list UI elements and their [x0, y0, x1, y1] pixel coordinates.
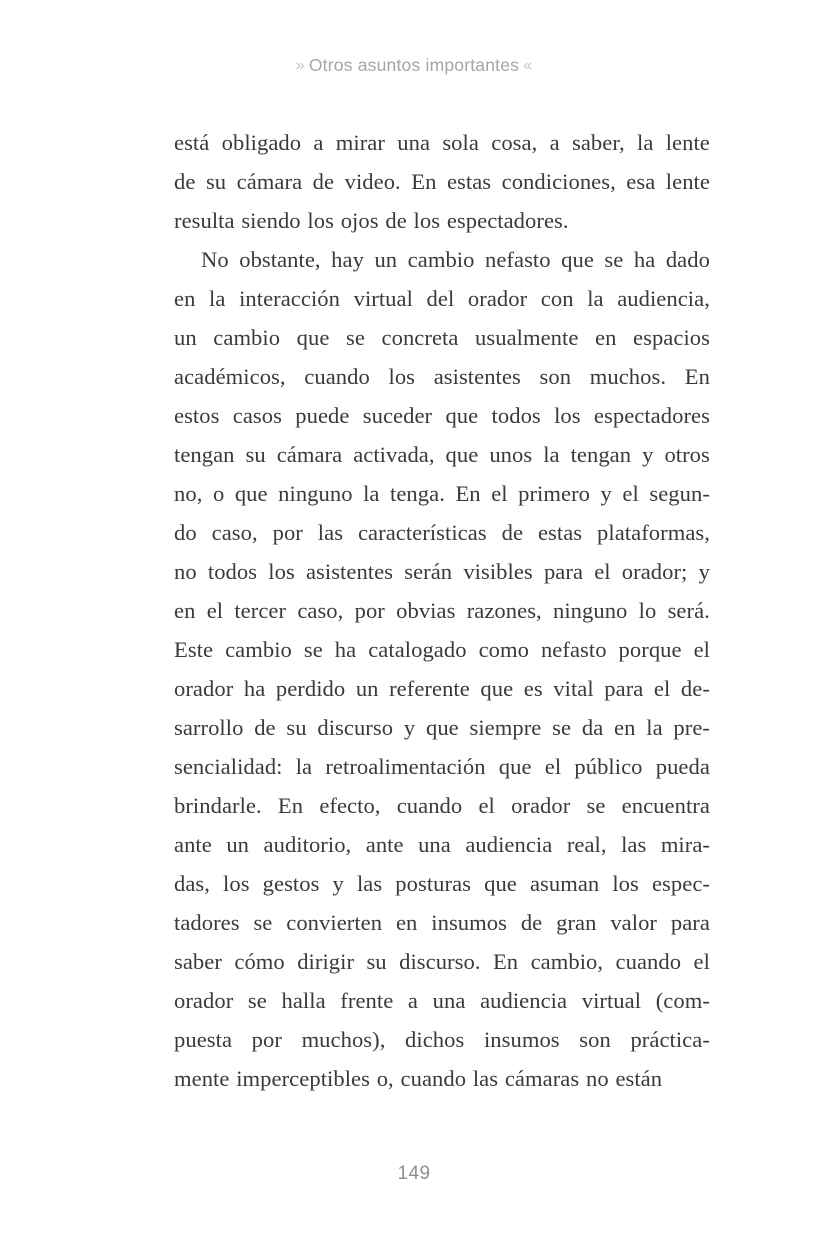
word: obstante,	[239, 247, 321, 272]
word: segun-	[649, 481, 710, 506]
word: y	[600, 481, 612, 506]
word: nefasto	[485, 247, 551, 272]
word: tercer	[234, 598, 287, 623]
word: ojos	[340, 208, 379, 233]
running-header-title: Otros asuntos importantes	[308, 55, 520, 75]
word: un	[226, 832, 250, 857]
word: en	[174, 286, 196, 311]
text-line	[174, 949, 710, 988]
text-line	[174, 988, 710, 1027]
word: ha	[334, 637, 357, 662]
word: activada,	[353, 442, 435, 467]
word: asistentes	[305, 559, 394, 584]
word: de	[385, 208, 407, 233]
word: o	[212, 481, 225, 506]
word: efecto,	[319, 793, 381, 818]
running-header	[0, 55, 828, 76]
word: posturas	[395, 871, 472, 896]
word: pueda	[655, 754, 710, 779]
word: y	[332, 871, 344, 896]
word: se	[586, 793, 606, 818]
text-line	[174, 169, 710, 208]
word: cambio,	[530, 949, 604, 974]
word: obvias	[396, 598, 456, 623]
word: a	[407, 988, 419, 1013]
word: cuando	[396, 793, 463, 818]
text-line	[174, 871, 710, 910]
word: los	[612, 871, 639, 896]
word: esa	[626, 169, 656, 194]
word: el	[491, 481, 508, 506]
word: las	[472, 1066, 499, 1091]
word: estos	[174, 403, 220, 428]
word: los	[223, 871, 250, 896]
word: usualmente	[475, 325, 579, 350]
paragraph	[174, 247, 710, 1105]
word: En	[411, 169, 437, 194]
body-text-column	[174, 130, 710, 1105]
word: estas	[446, 169, 492, 194]
word: siempre	[469, 715, 542, 740]
word: sola	[442, 130, 479, 155]
word: que	[561, 247, 594, 272]
word: en	[614, 715, 636, 740]
word: hay	[331, 247, 364, 272]
word: su	[366, 949, 387, 974]
word: da	[581, 715, 604, 740]
text-line	[174, 403, 710, 442]
word: video.	[344, 169, 401, 194]
word: puede	[295, 403, 350, 428]
word: En	[455, 481, 481, 506]
word: concreta	[381, 325, 459, 350]
word: (com-	[655, 988, 710, 1013]
text-line	[174, 1066, 710, 1105]
word: cambio	[225, 637, 292, 662]
word: vital	[553, 676, 594, 701]
word: se	[346, 325, 365, 350]
word: se	[303, 637, 323, 662]
word: En	[492, 949, 519, 974]
word: dado	[665, 247, 710, 272]
word: no,	[174, 481, 203, 506]
word: mirar	[335, 130, 385, 155]
word: catalogado	[368, 637, 467, 662]
word: audiencia,	[617, 286, 710, 311]
word: visibles	[463, 559, 533, 584]
word: cosa,	[491, 130, 538, 155]
word: caso,	[211, 520, 258, 545]
word: ha	[243, 676, 266, 701]
word: orador;	[621, 559, 688, 584]
word: dirigir	[297, 949, 355, 974]
word: pre-	[673, 715, 710, 740]
word: cámara	[276, 442, 343, 467]
word: su	[286, 715, 307, 740]
word: las	[356, 871, 383, 896]
word: los	[554, 403, 581, 428]
word: discurso.	[399, 949, 481, 974]
word: la	[209, 286, 226, 311]
word: la	[646, 715, 663, 740]
word: el	[206, 598, 224, 623]
word: estas	[537, 520, 583, 545]
word: discurso	[317, 715, 394, 740]
word: se	[552, 715, 572, 740]
open-guillemet-icon: »	[295, 57, 305, 74]
word: por	[251, 1027, 282, 1052]
word: para	[604, 676, 644, 701]
word: se	[253, 910, 273, 935]
word: la	[363, 481, 380, 506]
word: condiciones,	[501, 169, 616, 194]
word: audiencia	[480, 988, 568, 1013]
word: su	[205, 169, 227, 194]
text-line	[174, 364, 710, 403]
word: primero	[518, 481, 590, 506]
word: son	[539, 364, 572, 389]
word: el	[693, 637, 710, 662]
word: el	[622, 481, 639, 506]
word: ninguno	[552, 598, 628, 623]
close-guillemet-icon: «	[523, 57, 533, 74]
text-line	[174, 676, 710, 715]
word: cómo	[234, 949, 285, 974]
word: saber	[174, 949, 222, 974]
word: convierten	[286, 910, 383, 935]
word: orador	[467, 286, 528, 311]
text-line	[174, 910, 710, 949]
word: obligado	[221, 130, 302, 155]
word: y	[642, 442, 654, 467]
word: espec-	[651, 871, 710, 896]
text-line	[174, 481, 710, 520]
word: puesta	[174, 1027, 233, 1052]
word: de	[312, 169, 335, 194]
word: dichos	[405, 1027, 465, 1052]
word: y	[698, 559, 710, 584]
word: que	[445, 442, 479, 467]
word: del	[426, 286, 455, 311]
text-line	[174, 715, 710, 754]
word: cuando	[400, 1066, 467, 1091]
word: orador	[174, 676, 234, 701]
word: cámara	[236, 169, 303, 194]
word: virtual	[353, 286, 413, 311]
text-line	[174, 793, 710, 832]
word: que	[445, 403, 479, 428]
text-line	[174, 520, 710, 559]
word: halla	[281, 988, 326, 1013]
word: valor	[610, 910, 658, 935]
word: a	[549, 130, 560, 155]
word: en	[595, 325, 617, 350]
word: caso,	[297, 598, 344, 623]
word: No	[201, 247, 229, 272]
word: la	[543, 442, 560, 467]
word: como	[478, 637, 529, 662]
word: a	[313, 130, 324, 155]
word: otros	[664, 442, 710, 467]
word: los	[388, 364, 416, 389]
word: es	[523, 676, 543, 701]
word: sarrollo	[174, 715, 244, 740]
word: no	[585, 1066, 609, 1091]
word: muchos),	[301, 1027, 386, 1052]
word: que	[498, 754, 532, 779]
word: un	[355, 676, 379, 701]
word: nefasto	[540, 637, 607, 662]
word: ante	[174, 832, 212, 857]
text-line	[174, 130, 710, 169]
word: ha	[633, 247, 656, 272]
paragraph	[174, 130, 710, 247]
word: razones,	[466, 598, 542, 623]
word: las	[621, 832, 647, 857]
word: lente	[665, 130, 710, 155]
word: brindarle.	[174, 793, 262, 818]
word: o,	[376, 1066, 394, 1091]
word: de	[174, 169, 196, 194]
word: de	[254, 715, 276, 740]
word: la	[587, 286, 604, 311]
word: se	[604, 247, 624, 272]
word: unos	[489, 442, 533, 467]
word: por	[272, 520, 303, 545]
word: En	[277, 793, 304, 818]
word: las	[317, 520, 344, 545]
text-line	[174, 832, 710, 871]
word: una	[397, 130, 431, 155]
word: en	[174, 598, 196, 623]
word: será.	[667, 598, 710, 623]
word: se	[247, 988, 267, 1013]
word: interacción	[239, 286, 340, 311]
word: todos	[207, 559, 258, 584]
text-line	[174, 559, 710, 598]
word: los	[307, 208, 334, 233]
word: insumos	[431, 910, 507, 935]
word: mente	[174, 1066, 230, 1091]
word: das,	[174, 871, 210, 896]
word: espacios	[633, 325, 710, 350]
word: el	[478, 793, 495, 818]
word: plataformas,	[597, 520, 710, 545]
word: Este	[174, 637, 214, 662]
word: la	[637, 130, 654, 155]
word: gestos	[262, 871, 320, 896]
word: un	[174, 325, 197, 350]
word: son	[579, 1027, 611, 1052]
text-line	[174, 637, 710, 676]
word: asuman	[529, 871, 600, 896]
word: lente	[665, 169, 710, 194]
word: serán	[404, 559, 453, 584]
word: suceder	[362, 403, 433, 428]
word: tengan	[570, 442, 632, 467]
word: de-	[680, 676, 710, 701]
word: académicos,	[174, 364, 286, 389]
text-line	[174, 247, 710, 286]
word: el	[594, 559, 611, 584]
word: cambio	[213, 325, 281, 350]
word: En	[684, 364, 710, 389]
word: público	[574, 754, 643, 779]
word: retroalimentación	[325, 754, 486, 779]
word: cámaras	[504, 1066, 580, 1091]
word: los	[268, 559, 295, 584]
word: frente	[340, 988, 394, 1013]
word: para	[670, 910, 710, 935]
word: por	[354, 598, 385, 623]
word: audiencia	[465, 832, 553, 857]
word: cambio	[407, 247, 475, 272]
word: el	[653, 676, 671, 701]
word: tadores	[174, 910, 240, 935]
word: imperceptibles	[236, 1066, 370, 1091]
word: asistentes	[433, 364, 521, 389]
word: los	[413, 208, 441, 233]
word: de	[501, 520, 524, 545]
word: encuentra	[621, 793, 710, 818]
word: que	[480, 676, 514, 701]
word: gran	[556, 910, 597, 935]
word: cuando	[304, 364, 370, 389]
word: no	[174, 559, 197, 584]
word: real,	[566, 832, 607, 857]
word: en	[395, 910, 418, 935]
word: el	[693, 949, 710, 974]
word: están	[615, 1066, 663, 1091]
word: para	[543, 559, 584, 584]
word: ante	[365, 832, 404, 857]
word: de	[520, 910, 543, 935]
word: sencialidad:	[174, 754, 283, 779]
word: el	[544, 754, 562, 779]
word: muchos.	[589, 364, 667, 389]
text-line	[174, 208, 710, 247]
page-number: 149	[397, 1163, 431, 1184]
word: auditorio,	[263, 832, 352, 857]
word: siendo	[241, 208, 301, 233]
text-line	[174, 325, 710, 364]
word: porque	[618, 637, 682, 662]
word: su	[245, 442, 266, 467]
word: práctica-	[630, 1027, 710, 1052]
word: resulta	[174, 208, 235, 233]
word: una	[418, 832, 451, 857]
word: que	[425, 715, 459, 740]
text-line	[174, 286, 710, 325]
word: espectadores.	[446, 208, 569, 233]
text-line	[174, 598, 710, 637]
word: características	[357, 520, 487, 545]
word: que	[234, 481, 268, 506]
word: do	[174, 520, 197, 545]
word: espectadores	[593, 403, 710, 428]
word: tengan	[174, 442, 235, 467]
word: casos	[232, 403, 282, 428]
word: está	[174, 130, 210, 155]
text-line	[174, 754, 710, 793]
word: referente	[389, 676, 470, 701]
word: orador	[511, 793, 571, 818]
word: con	[540, 286, 574, 311]
word: mira-	[660, 832, 710, 857]
word: lo	[638, 598, 657, 623]
word: la	[295, 754, 313, 779]
word: cuando	[615, 949, 682, 974]
word: ninguno	[278, 481, 353, 506]
word: un	[374, 247, 398, 272]
word: perdido	[275, 676, 346, 701]
text-line	[174, 442, 710, 481]
word: insumos	[483, 1027, 560, 1052]
word: tenga.	[390, 481, 445, 506]
word: virtual	[581, 988, 642, 1013]
word: y	[403, 715, 416, 740]
word: que	[484, 871, 517, 896]
word: una	[432, 988, 466, 1013]
word: que	[296, 325, 330, 350]
word: saber,	[571, 130, 625, 155]
word: orador	[174, 988, 234, 1013]
word: todos	[491, 403, 541, 428]
text-line	[174, 1027, 710, 1066]
